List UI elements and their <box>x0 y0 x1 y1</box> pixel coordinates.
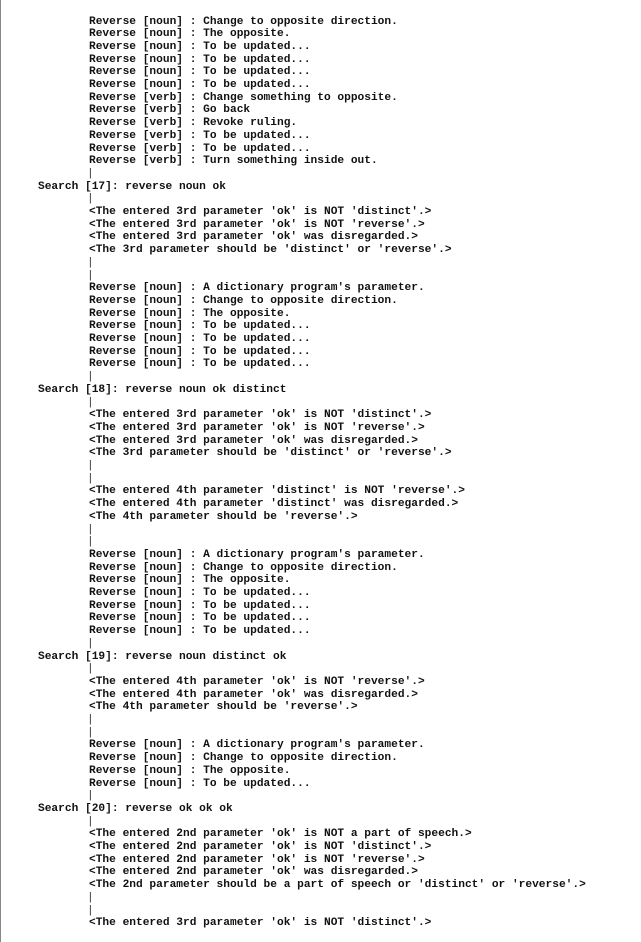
output-line: Reverse [noun] : To be updated... <box>89 625 311 638</box>
separator-bar: | <box>87 167 94 180</box>
separator-bar: | <box>87 637 94 650</box>
separator-bar: | <box>87 815 94 828</box>
separator-bar: | <box>87 790 94 803</box>
output-line: <The entered 2nd parameter 'ok' is NOT a part of speech.> <box>89 828 472 841</box>
output-line: <The 3rd parameter should be 'distinct' or 'reverse'.> <box>89 447 452 460</box>
output-line: Reverse [noun] : A dictionary program's parameter. <box>89 282 425 295</box>
output-line: Reverse [noun] : The opposite. <box>89 764 291 777</box>
output-line: Reverse [noun] : To be updated... <box>89 599 311 612</box>
output-line: Reverse [noun] : Change to opposite direction. <box>89 752 398 765</box>
separator-bar: | <box>87 536 94 549</box>
output-line: Reverse [noun] : To be updated... <box>89 53 311 66</box>
separator-bar: | <box>87 396 94 409</box>
separator-bar: | <box>87 371 94 384</box>
output-line: <The 4th parameter should be 'reverse'.> <box>89 701 358 714</box>
search-command-line: Search [18]: reverse noun ok distinct <box>38 383 287 396</box>
output-line: Reverse [verb] : Turn something inside out. <box>89 155 378 168</box>
separator-bar: | <box>87 904 94 917</box>
output-line: Reverse [verb] : Change something to opposite. <box>89 91 398 104</box>
output-line: Reverse [noun] : To be updated... <box>89 358 311 371</box>
output-line: Reverse [noun] : The opposite. <box>89 307 291 320</box>
output-line: Reverse [noun] : To be updated... <box>89 40 311 53</box>
output-line: <The entered 2nd parameter 'ok' was disregarded.> <box>89 866 418 879</box>
search-command-line: Search [20]: reverse ok ok ok <box>38 802 233 815</box>
output-line: Reverse [noun] : To be updated... <box>89 79 311 91</box>
separator-bar: | <box>87 472 94 485</box>
output-line: Reverse [noun] : The opposite. <box>89 574 291 587</box>
separator-bar: | <box>87 193 94 206</box>
output-line: Reverse [noun] : To be updated... <box>89 66 311 79</box>
output-line: <The entered 4th parameter 'distinct' was disregarded.> <box>89 498 459 511</box>
search-command-line: Search [17]: reverse noun ok <box>38 180 226 193</box>
separator-bar: | <box>87 891 94 904</box>
output-line: Reverse [noun] : The opposite. <box>89 28 291 41</box>
search-command-line: Search [19]: reverse noun distinct ok <box>38 650 287 663</box>
output-line: <The entered 4th parameter 'distinct' is NOT 'reverse'.> <box>89 485 465 498</box>
separator-bar: | <box>87 460 94 472</box>
output-line: Reverse [noun] : A dictionary program's parameter. <box>89 739 425 752</box>
output-line: <The entered 3rd parameter 'ok' is NOT 'distinct'.> <box>89 409 432 422</box>
output-line: <The 2nd parameter should be a part of speech or 'distinct' or 'reverse'.> <box>89 879 586 892</box>
output-line: Reverse [verb] : Revoke ruling. <box>89 117 298 130</box>
output-line: <The entered 2nd parameter 'ok' is NOT 'reverse'.> <box>89 853 425 866</box>
output-line: Reverse [verb] : To be updated... <box>89 129 311 142</box>
output-line: Reverse [noun] : To be updated... <box>89 320 311 333</box>
output-line: Reverse [verb] : To be updated... <box>89 142 311 155</box>
output-line: Reverse [noun] : A dictionary program's parameter. <box>89 548 425 561</box>
output-line: <The entered 3rd parameter 'ok' is NOT 'reverse'.> <box>89 421 425 434</box>
separator-bar: | <box>87 663 94 676</box>
separator-bar: | <box>87 523 94 536</box>
output-line: <The entered 3rd parameter 'ok' is NOT 'distinct'.> <box>89 206 432 218</box>
output-line: Reverse [noun] : Change to opposite direction. <box>89 294 398 307</box>
separator-bar: | <box>87 269 94 282</box>
output-line: <The entered 2nd parameter 'ok' is NOT 'distinct'.> <box>89 841 432 853</box>
output-line: Reverse [noun] : To be updated... <box>89 612 311 625</box>
output-line: Reverse [noun] : To be updated... <box>89 587 311 599</box>
output-line: Reverse [verb] : Go back <box>89 104 251 117</box>
output-line: <The 4th parameter should be 'reverse'.> <box>89 510 358 523</box>
output-line: <The 3rd parameter should be 'distinct' or 'reverse'.> <box>89 244 452 257</box>
output-line: <The entered 4th parameter 'ok' is NOT 'reverse'.> <box>89 675 425 688</box>
separator-bar: | <box>87 714 94 726</box>
output-line: Reverse [noun] : To be updated... <box>89 777 311 790</box>
output-line: <The entered 3rd parameter 'ok' is NOT 'reverse'.> <box>89 218 425 231</box>
output-line: <The entered 3rd parameter 'ok' was disregarded.> <box>89 231 418 244</box>
separator-bar: | <box>87 256 94 269</box>
output-line: <The entered 3rd parameter 'ok' was disregarded.> <box>89 434 418 447</box>
output-line: Reverse [noun] : To be updated... <box>89 345 311 358</box>
output-line: <The entered 4th parameter 'ok' was disregarded.> <box>89 688 418 701</box>
output-line: <The entered 3rd parameter 'ok' is NOT 'distinct'.> <box>89 917 432 930</box>
output-line: Reverse [noun] : Change to opposite direction. <box>89 15 398 28</box>
output-line: Reverse [noun] : To be updated... <box>89 333 311 345</box>
output-line: Reverse [noun] : Change to opposite direction. <box>89 561 398 574</box>
separator-bar: | <box>87 726 94 739</box>
